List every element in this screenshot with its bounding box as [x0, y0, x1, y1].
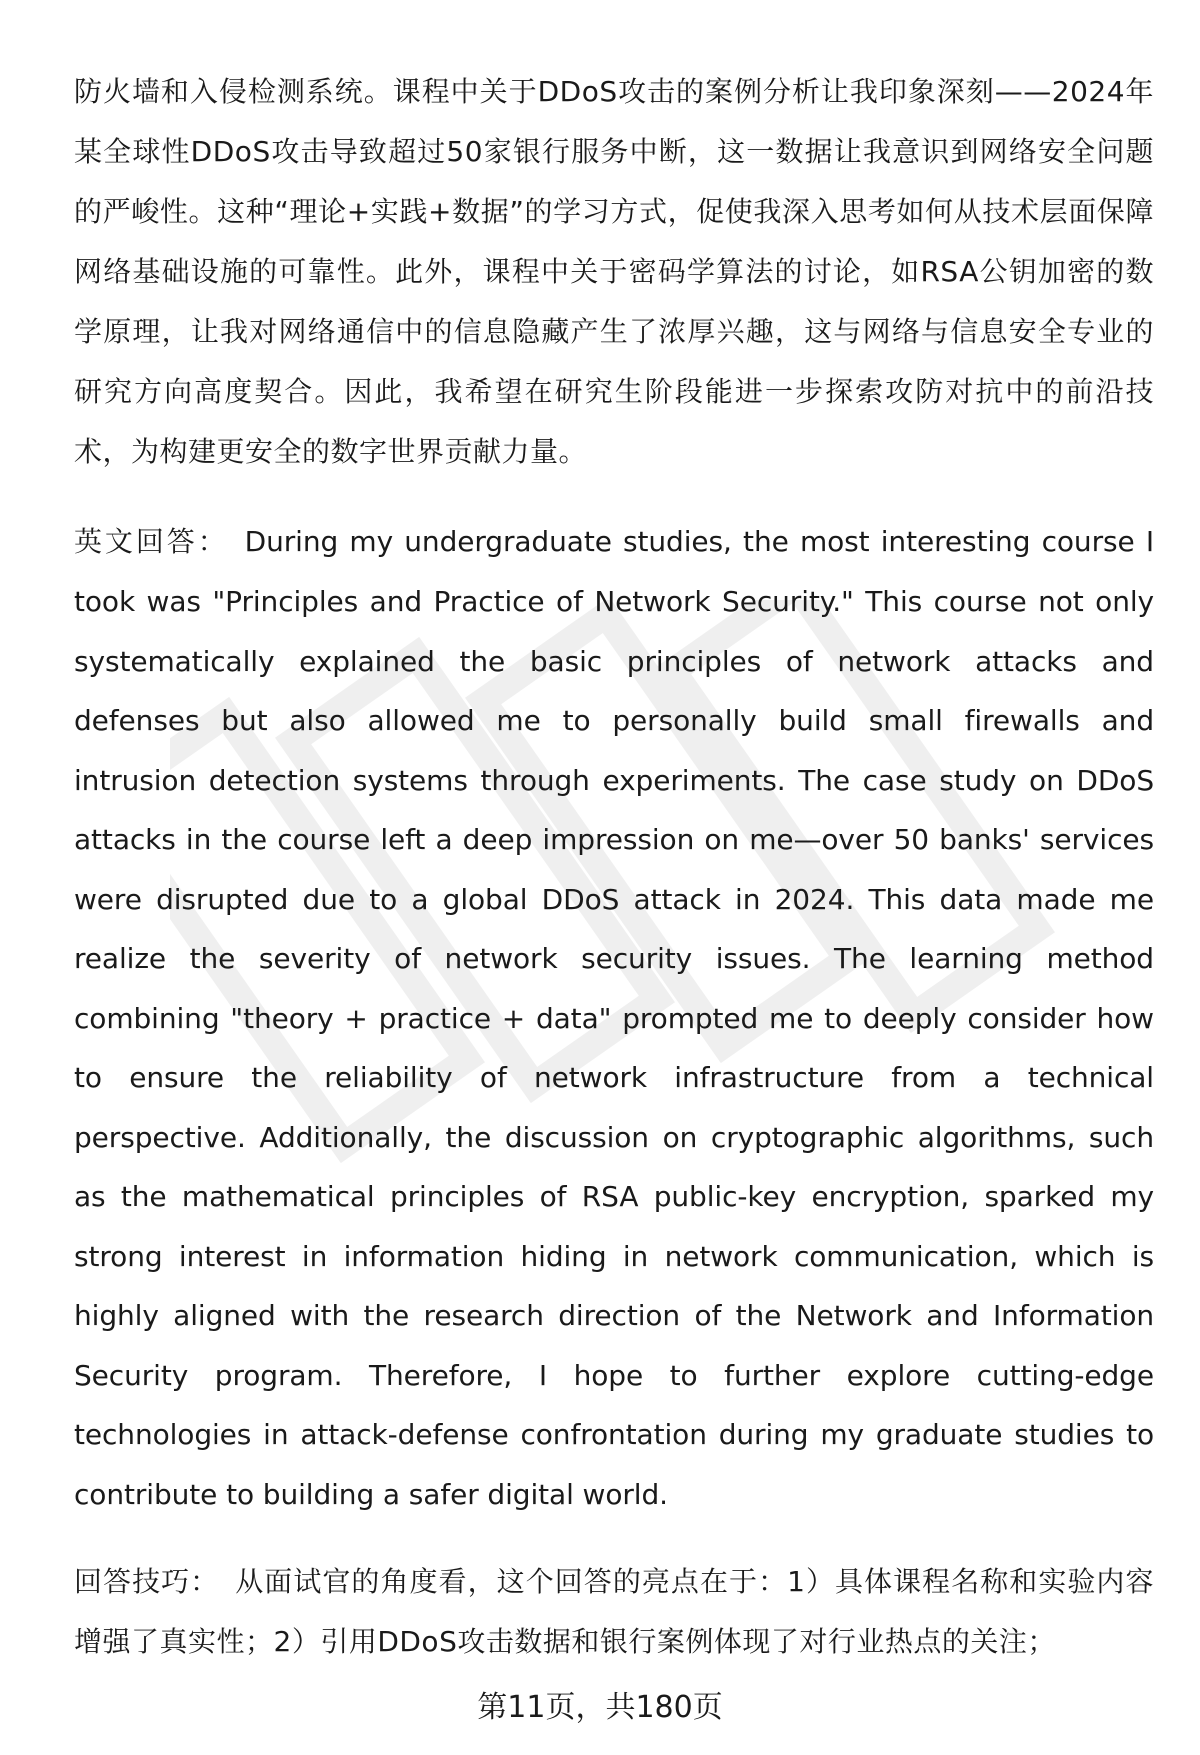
answer-tips-paragraph [74, 1552, 1154, 1672]
intro-paragraph: 防火墙和入侵检测系统。课程中关于DDoS攻击的案例分析让我印象深刻——2024年某全球性DDoS攻击导致超过50家银行服务中断，这一数据让我意识到网络安全问题的严峻性。这种“理论+实践+数据”的学习方式，促使我深入思考如何从技术层面保障网络基础设施的可靠性。此外，课程中关于密码学算法的讨论，如RSA公钥加密的数学原理，让我对网络通信中的信息隐藏产生了浓厚兴趣，这与网络与信息安全专业的研究方向高度契合。因此，我希望在研究生阶段能进一步探索攻防对抗中的前沿技术，为构建更安全的数字世界贡献力量。 [74, 75, 1154, 468]
paragraph-gap [74, 482, 1154, 512]
english-answer-text: During my undergraduate studies, the most interesting course I took was "Principles and Practice of Network Security." This course not only systematically explained the basic principles of network attacks and defenses but also allowed me to personally build small firewalls and intrusion detection systems through experiments. The case study on DDoS attacks in the course left a deep impression on me—over 50 banks' services were disrupted due to a global DDoS attack in 2024. This data made me realize the severity of network security issues. The learning method combining "theory + practice + data" prompted me to deeply consider how to ensure the reliability of network infrastructure from a technical perspective. Additionally, the discussion on cryptographic algorithms, such as the mathematical principles of RSA public-key encryption, sparked my strong interest in information hiding in network communication, which is highly aligned with the research direction of the Network and Information Security program. Therefore, I hope to further explore cutting-edge technologies in attack-defense confrontation during my graduate studies to contribute to building a safer digital world. [74, 525, 1154, 1511]
page-number-footer: 第11页，共180页 [477, 1690, 723, 1725]
answer-tips-label: 回答技巧： [74, 1565, 220, 1598]
english-answer-label: 英文回答： [74, 525, 229, 558]
answer-tips-text: 从面试官的角度看，这个回答的亮点在于：1）具体课程名称和实验内容增强了真实性；2）引用DDoS攻击数据和银行案例体现了对行业热点的关注； [74, 1565, 1154, 1658]
paragraph-gap [74, 1524, 1154, 1552]
content-area [74, 62, 1154, 1672]
english-answer-paragraph [74, 512, 1154, 1524]
